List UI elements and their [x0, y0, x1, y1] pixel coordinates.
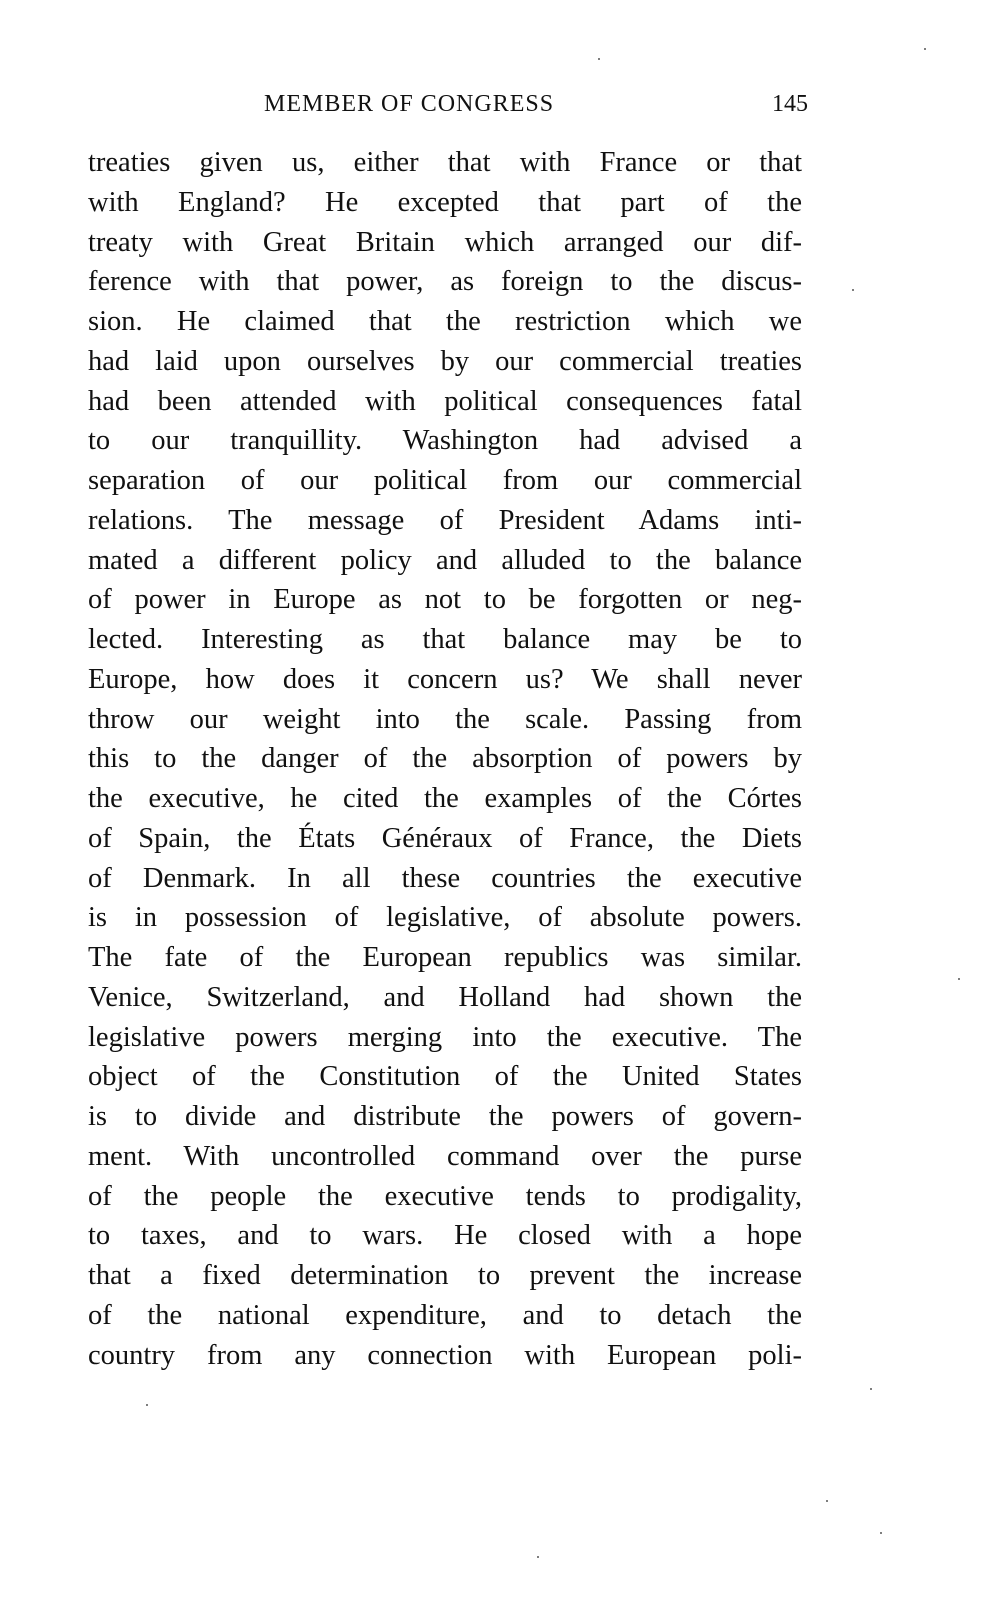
scan-speck: [146, 1404, 148, 1406]
text-line: treaties given us, either that with France or that: [88, 147, 802, 178]
page-number: 145: [772, 91, 808, 117]
text-line: relations. The message of President Adams inti-: [88, 504, 802, 536]
text-line: of the people the executive tends to prodigality,: [88, 1180, 802, 1212]
text-line: ment. With uncontrolled command over the purse: [88, 1140, 802, 1172]
scan-speck: [870, 1388, 872, 1390]
text-line: to our tranquillity. Washington had advised a: [88, 425, 802, 457]
text-line: sion. He claimed that the restriction which we: [88, 306, 802, 337]
text-line: country from any connection with European poli-: [88, 1339, 802, 1371]
text-line: ference with that power, as foreign to the discus-: [88, 266, 802, 298]
text-line: with England? He excepted that part of the: [88, 186, 802, 218]
text-line: of Spain, the États Généraux of France, the Diets: [88, 822, 802, 854]
text-line: that a fixed determination to prevent the increase: [88, 1260, 802, 1291]
text-line: of the national expenditure, and to detach the: [88, 1299, 802, 1331]
text-line: Venice, Switzerland, and Holland had shown the: [88, 981, 802, 1013]
scan-speck: [537, 1556, 539, 1558]
text-line: had been attended with political consequences fatal: [88, 385, 802, 417]
text-line: mated a different policy and alluded to the balance: [88, 544, 802, 576]
text-line: of power in Europe as not to be forgotten or neg-: [88, 584, 802, 616]
running-title: MEMBER OF CONGRESS: [264, 91, 555, 117]
text-line: treaty with Great Britain which arranged our dif-: [88, 226, 802, 258]
text-line: throw our weight into the scale. Passing from: [88, 703, 802, 735]
text-line: object of the Constitution of the United States: [88, 1061, 802, 1093]
scan-speck: [958, 978, 960, 980]
scan-speck: [924, 48, 926, 50]
text-line: had laid upon ourselves by our commercial treaties: [88, 345, 802, 377]
running-head: [88, 86, 808, 122]
text-line: to taxes, and to wars. He closed with a hope: [88, 1220, 802, 1252]
text-line: of Denmark. In all these countries the executive: [88, 862, 802, 894]
text-line: is to divide and distribute the powers of govern-: [88, 1101, 802, 1132]
text-line: separation of our political from our commercial: [88, 465, 802, 496]
text-line: the executive, he cited the examples of the Córtes: [88, 783, 802, 814]
text-line: lected. Interesting as that balance may be to: [88, 624, 802, 655]
text-line: this to the danger of the absorption of powers by: [88, 743, 802, 775]
text-line: is in possession of legislative, of absolute powers.: [88, 902, 802, 934]
scan-speck: [826, 1500, 828, 1502]
text-line: legislative powers merging into the executive. The: [88, 1021, 802, 1053]
scan-speck: [852, 289, 854, 291]
text-line: Europe, how does it concern us? We shall never: [88, 663, 802, 695]
body-text: [88, 143, 802, 1375]
scan-speck: [880, 1532, 882, 1534]
scan-speck: [598, 58, 600, 60]
text-line: The fate of the European republics was similar.: [88, 942, 802, 973]
